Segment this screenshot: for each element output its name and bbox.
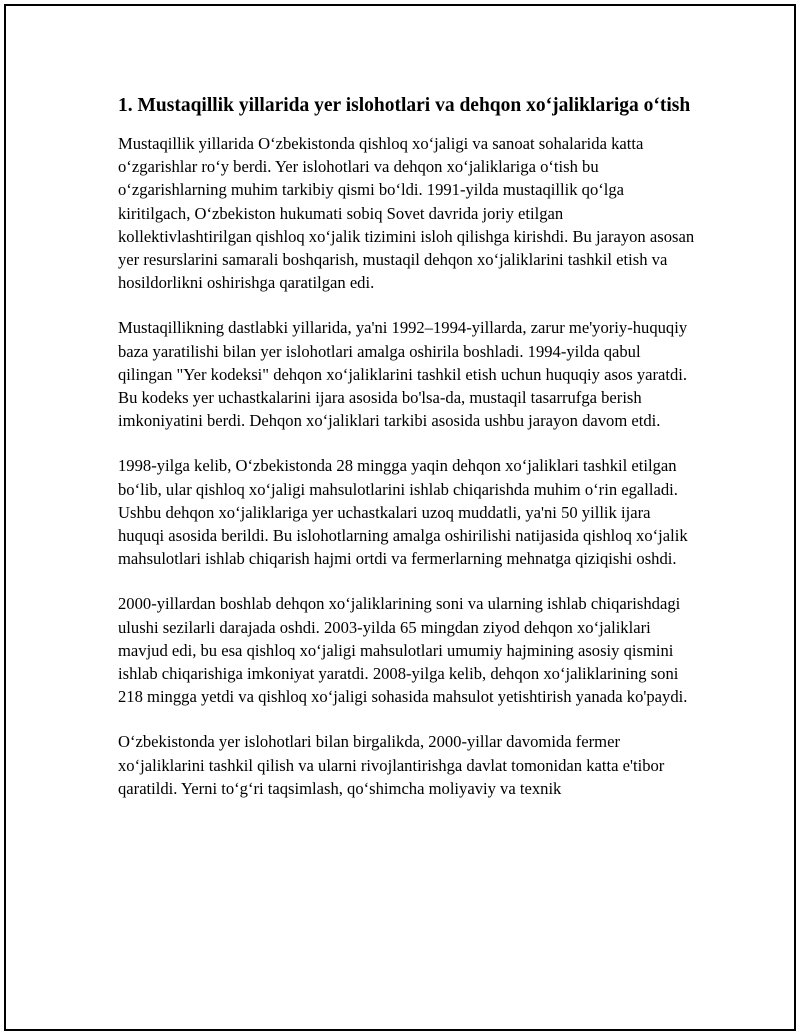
paragraph-2: Mustaqillikning dastlabki yillarida, ya'ni 1992–1994-yillarda, zarur me'yoriy-huquqiy baza yaratilishi bilan yer islohotlari amalga oshirila boshladi. 1994-yilda qabul qilingan "Yer kodeksi" dehqon xo‘jaliklarini tashkil etish uchun huquqiy asos yaratdi. Bu kodeks yer uchastkalarini ijara asosida bo'lsa-da, mustaqil tasarrufga berish imkoniyatini berdi. Dehqon xo‘jaliklari tarkibi asosida ushbu jarayon davom etdi.	[118, 318, 688, 431]
document-body	[118, 92, 696, 822]
paragraph-1: Mustaqillik yillarida O‘zbekistonda qishloq xo‘jaligi va sanoat sohalarida katta o‘zgarishlar ro‘y berdi. Yer islohotlari va dehqon xo‘jaliklariga o‘tish bu o‘zgarishlarning muhim tarkibiy qismi bo‘ldi. 1991-yilda mustaqillik qo‘lga kiritilgach, O‘zbekiston hukumati sobiq Sovet davrida joriy etilgan kollektivlashtirilgan qishloq xo‘jalik tizimini isloh qilishga kirishdi. Bu jarayon asosan yer resurslarini samarali boshqarish, mustaqil dehqon xo‘jaliklarini tashkil etish va hosildorlikni oshirishga qaratilgan edi.	[118, 134, 695, 293]
section-heading: 1. Mustaqillik yillarida yer islohotlari va dehqon xo‘jaliklariga o‘tish	[118, 95, 691, 116]
paragraph-5: O‘zbekistonda yer islohotlari bilan birgalikda, 2000-yillar davomida fermer xo‘jaliklarini tashkil qilish va ularni rivojlantirishga davlat tomonidan katta e'tibor qaratildi. Yerni to‘g‘ri taqsimlash, qo‘shimcha moliyaviy va texnik	[118, 732, 665, 798]
paragraph-3: 1998-yilga kelib, O‘zbekistonda 28 mingga yaqin dehqon xo‘jaliklari tashkil etilgan bo‘lib, ular qishloq xo‘jaligi mahsulotlarini ishlab chiqarishda muhim o‘rin egalladi. Ushbu dehqon xo‘jaliklariga yer uchastkalari uzoq muddatli, ya'ni 50 yillik ijara huquqi asosida berildi. Bu islohotlarning amalga oshirilishi natijasida qishloq xo‘jalik mahsulotlari ishlab chiqarish hajmi ortdi va fermerlarning mehnatga qiziqishi oshdi.	[118, 456, 688, 569]
paragraph-4: 2000-yillardan boshlab dehqon xo‘jaliklarining soni va ularning ishlab chiqarishdagi ulushi sezilarli darajada oshdi. 2003-yilda 65 mingdan ziyod dehqon xo‘jaliklari mavjud edi, bu esa qishloq xo‘jaligi mahsulotlari umumiy hajmining asosiy qismini ishlab chiqarishiga imkoniyat yaratdi. 2008-yilga kelib, dehqon xo‘jaliklarining soni 218 mingga yetdi va qishloq xo‘jaligi sohasida mahsulot yetishtirish yanada ko'paydi.	[118, 594, 688, 707]
